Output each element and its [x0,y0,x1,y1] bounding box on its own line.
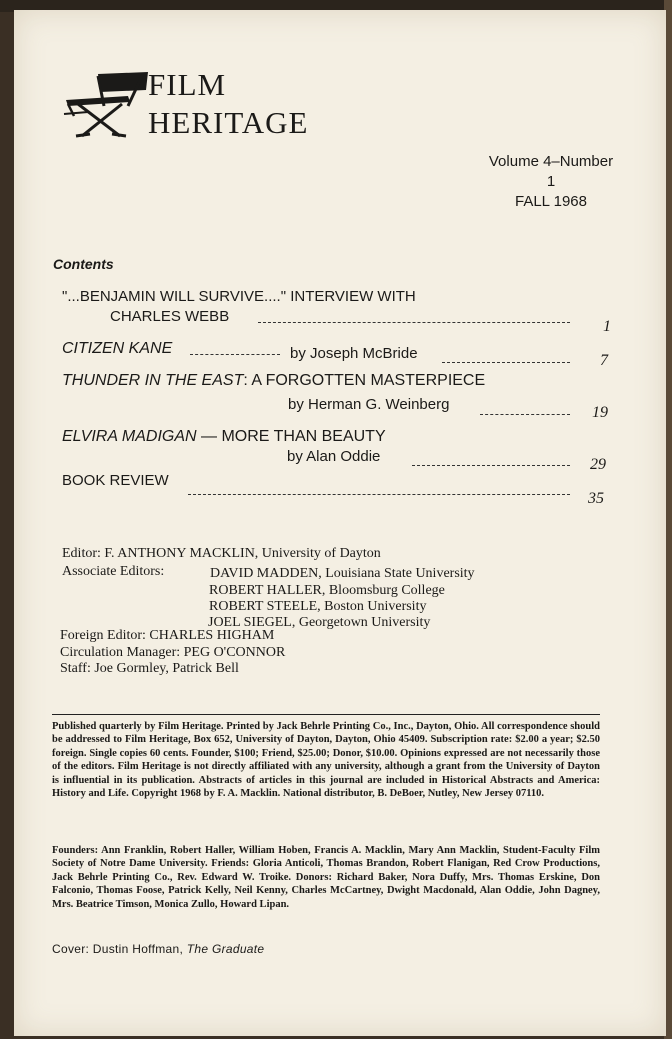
cover-credit [52,942,264,956]
toc-entry-3-title [62,372,485,390]
toc-entry-4-title [62,428,386,446]
publication-note: Published quarterly by Film Heritage. Printed by Jack Behrle Printing Co., Inc., Dayton, Ohio. All correspondence should be addressed to Film Heritage, Box 652, University of Dayton, Dayton, Ohio 45409. Subscription rate: $2.00 a year; $2.50 foreign. Single copies 60 cents. Founder, $100; Friend, $25.00; Donor, $10.00. Opinions expressed are not necessarily those of the editors. Film Heritage is not directly affiliated with any university, although a grant from the University of Dayton is influential in its publication. Abstracts of articles in this journal are included in Historical Abstracts and America: History and Life. Copyright 1968 by F. A. Macklin. National distributor, B. DeBoer, Nutley, New Jersey 07110. [52,721,600,800]
toc-entry-4-author: by Alan Oddie [287,448,381,465]
associate-editor-1: DAVID MADDEN, Louisiana State University [210,566,475,581]
divider-rule [52,714,600,715]
issue-season: FALL 1968 [514,193,587,210]
toc-entry-2-title: CITIZEN KANE [62,340,173,357]
toc-entry-2-author: by Joseph McBride [290,345,418,362]
editor-line: Editor: F. ANTHONY MACKLIN, University of Dayton [62,546,381,561]
cover-label: Cover: Dustin Hoffman, [52,942,187,956]
toc-entry-1-page: 1 [603,318,611,335]
toc-leader [188,494,570,495]
associate-editor-4: JOEL SIEGEL, Georgetown University [208,615,431,630]
founders-note: Founders: Ann Franklin, Robert Haller, William Hoben, Francis A. Macklin, Mary Ann Macklin, Student-Faculty Film Society of Notre Dame University. Friends: Gloria Anticoli, Thomas Brandon, Robert Flanigan, Red Crow Productions, Jack Behrle Printing Co., Rev. Edward W. Troike. Donors: Richard Baker, Nora Duffy, Mrs. Thomas Erskine, Don Falconio, Thomas Foose, Patrick Kelly, Neil Kenny, Charles McCartney, Dwight Macdonald, Alan Oddie, John Dagney, Mrs. Beatrice Timson, Monica Zullo, Howard Lipan. [52,845,600,910]
foreign-editor-line: Foreign Editor: CHARLES HIGHAM [60,628,275,643]
masthead-line-film: FILM [148,67,227,102]
toc-entry-5-title: BOOK REVIEW [62,472,169,489]
toc-entry-1-title-cont: CHARLES WEBB [110,308,230,325]
associate-editor-3: ROBERT STEELE, Boston University [209,599,427,614]
associate-editors-label: Associate Editors: [62,564,165,579]
toc-entry-4-page: 29 [590,456,606,473]
toc-entry-5-page: 35 [588,490,604,507]
toc-leader [412,465,570,466]
toc-leader [442,362,570,363]
toc-entry-4-subtitle: — MORE THAN BEAUTY [196,428,386,445]
masthead-line-heritage: HERITAGE [148,105,309,140]
associate-editor-2: ROBERT HALLER, Bloomsburg College [209,583,445,598]
contents-heading: Contents [53,256,114,272]
toc-leader [480,414,570,415]
toc-entry-3-film: THUNDER IN THE EAST [62,372,244,389]
toc-entry-1-title: "...BENJAMIN WILL SURVIVE...." INTERVIEW WITH [62,288,416,305]
staff-line: Staff: Joe Gormley, Patrick Bell [60,661,239,676]
toc-leader [258,322,570,323]
issue-volume: Volume 4–Number 1 [488,153,614,190]
toc-entry-4-film: ELVIRA MADIGAN [62,428,197,445]
toc-entry-3-page: 19 [592,404,608,421]
cover-title: The Graduate [186,942,265,956]
toc-leader [190,354,280,355]
toc-entry-2-page: 7 [600,352,608,369]
circulation-manager-line: Circulation Manager: PEG O'CONNOR [60,645,286,660]
toc-entry-3-author: by Herman G. Weinberg [288,396,450,413]
toc-entry-3-subtitle: : A FORGOTTEN MASTERPIECE [243,372,486,389]
